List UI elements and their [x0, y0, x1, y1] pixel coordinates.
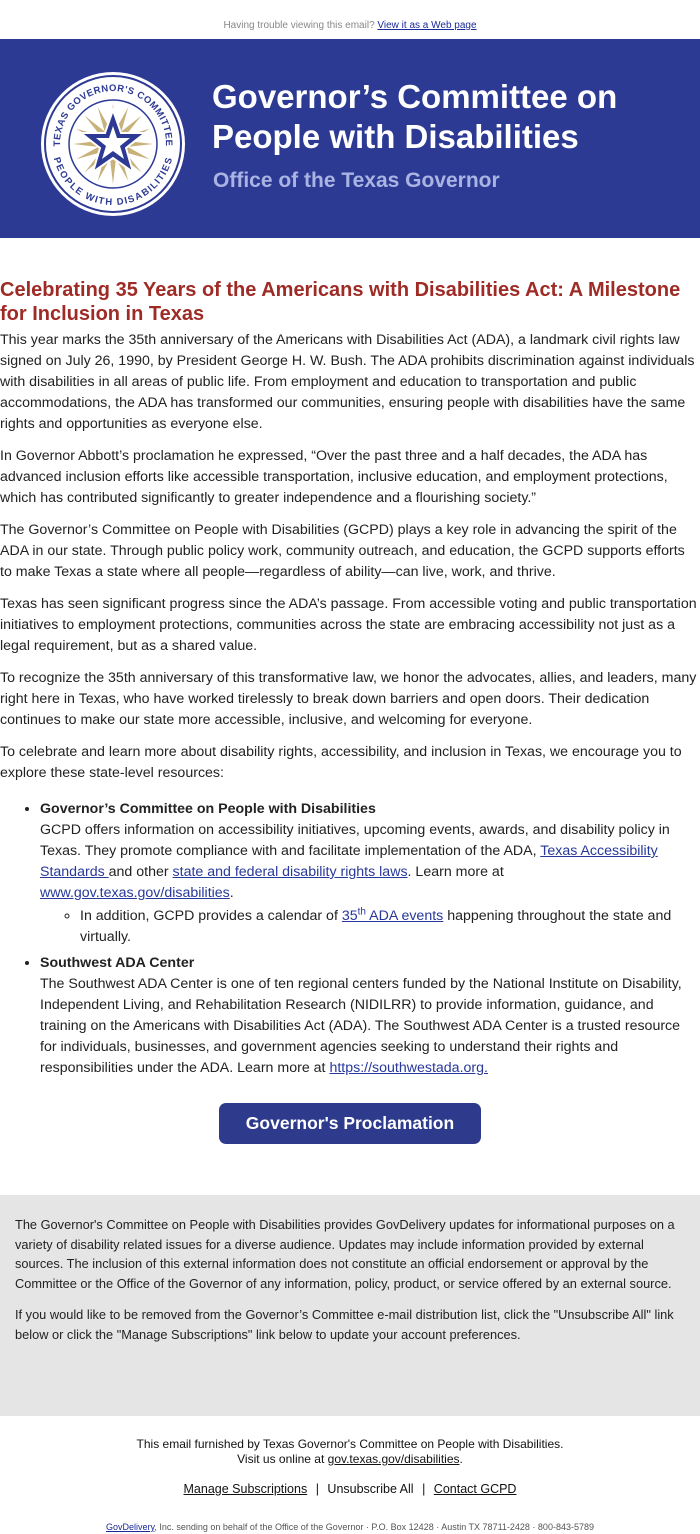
title-line-2: People with Disabilities — [212, 118, 579, 155]
resource-item-gcpd — [40, 799, 700, 948]
preheader — [0, 20, 700, 31]
resource-text: The Southwest ADA Center is one of ten regional centers funded by the National Institute on Disability, Independent Living, and Rehabilitation Research (NIDILRR) to provide information, guidance, and training on the Americans with Disabilities Act (ADA). The Southwest ADA Center is a trusted resource for individuals, businesses, and government agencies seeking to understand their rights and responsibilities under the ADA. Learn more at — [40, 976, 682, 1076]
office-subtitle: Office of the Texas Governor — [213, 169, 500, 192]
govdelivery-line — [0, 1522, 700, 1532]
govdelivery-text: , Inc. sending on behalf of the Office of the Governor · P.O. Box 12428 · Austin TX 78711-2428 · 800-843-5789 — [154, 1522, 594, 1532]
article-headline: Celebrating 35 Years of the Americans with Disabilities Act: A Milestone for Inclusion in Texas — [0, 279, 681, 325]
resource-sublist — [40, 906, 700, 948]
gcpd-seal-logo — [40, 71, 186, 217]
governors-proclamation-button[interactable]: Governor's Proclamation — [219, 1103, 481, 1144]
subscription-links — [0, 1482, 700, 1496]
article-paragraph: In Governor Abbott’s proclamation he expressed, “Over the past three and a half decades, the ADA has advanced inclusion efforts like accessible transportation, inclusive education, and employment protections, which has contributed significantly to greater independence and a flourishing society.” — [0, 448, 668, 506]
footer-info — [0, 1437, 700, 1467]
committee-title — [212, 77, 692, 157]
resource-text: happening throughout the state and virtually. — [80, 908, 672, 945]
disability-rights-laws-link[interactable]: state and federal disability rights laws — [172, 864, 408, 880]
disclaimer-paragraph: The Governor's Committee on People with Disabilities provides GovDelivery updates for informational purposes on a variety of disability related issues for a diverse audience. Updates may include information provided by external sources. The inclusion of this external information does not constitute an official endorsement or approval by the Committee or the Office of the Governor of any information, policy, product, or service offered by an external source. — [15, 1217, 675, 1291]
gcpd-website-link[interactable]: www.gov.texas.gov/disabilities — [40, 885, 230, 901]
ada-events-link-label[interactable]: ADA events — [365, 908, 444, 924]
svg-text:PEOPLE WITH DISABILITIES: PEOPLE WITH DISABILITIES — [50, 156, 176, 209]
resource-subitem — [80, 906, 700, 948]
resource-text: GCPD offers information on accessibility initiatives, upcoming events, awards, and disability policy in Texas. They promote compliance with and facilitate implementation of the ADA, — [40, 822, 670, 859]
separator: | — [315, 1482, 319, 1496]
button-wrapper — [0, 1103, 700, 1144]
article-paragraph: To celebrate and learn more about disability rights, accessibility, and inclusion in Texas, we encourage you to explore these state-level resources: — [0, 744, 682, 781]
footer-text: . — [459, 1452, 463, 1466]
southwest-ada-link[interactable]: https://southwestada.org. — [329, 1060, 488, 1076]
ada-events-link-suffix[interactable]: th — [357, 906, 366, 918]
resource-text: . — [229, 885, 234, 901]
svg-text:TEXAS GOVERNOR'S COMMITTEE: TEXAS GOVERNOR'S COMMITTEE — [51, 82, 175, 147]
manage-subscriptions-link[interactable]: Manage Subscriptions — [183, 1482, 308, 1496]
resource-title: • Governor’s Committee on People with Disabilities — [40, 801, 376, 817]
footer-line-1: This email furnished by Texas Governor's Committee on People with Disabilities. — [136, 1437, 564, 1451]
resource-title: • Southwest ADA Center — [40, 955, 195, 971]
title-line-1: Governor’s Committee on — [212, 78, 618, 115]
ada-events-link[interactable] — [342, 908, 443, 924]
article-paragraph: This year marks the 35th anniversary of the Americans with Disabilities Act (ADA), a landmark civil rights law signed on July 26, 1990, by President George H. W. Bush. The ADA prohibits discrimination against individuals with disabilities in all areas of public life. From employment and education to transportation and public accommodations, the ADA has transformed our communities, ensuring people with disabilities have the same rights and opportunities as everyone else. — [0, 332, 695, 432]
footer-text: Visit us online at — [237, 1452, 328, 1466]
separator: | — [422, 1482, 426, 1496]
ada-events-link-number[interactable]: 35 — [341, 908, 358, 924]
resource-text: . Learn more at — [407, 864, 504, 880]
unsubscribe-all-link[interactable]: Unsubscribe All — [327, 1482, 414, 1496]
resource-text: and other — [108, 864, 173, 880]
article-paragraph: The Governor’s Committee on People with Disabilities (GCPD) plays a key role in advancing the spirit of the ADA in our state. Through public policy work, community outreach, and education, the GCPD supports efforts to make Texas a state where all people—regardless of ability—can live, work, and thrive. — [0, 522, 685, 580]
resource-item-swada — [40, 953, 700, 1079]
resource-list — [0, 799, 700, 1079]
disclaimer-paragraph: If you would like to be removed from the Governor’s Committee e-mail distribution list, click the "Unsubscribe All" link below or click the "Manage Subscriptions" link below to update your account preferences. — [15, 1307, 674, 1342]
article-paragraph: To recognize the 35th anniversary of this transformative law, we honor the advocates, allies, and leaders, many right here in Texas, who have worked tirelessly to break down barriers and open doors. Their dedication continues to make our state more accessible, inclusive, and welcoming for everyone. — [0, 670, 697, 728]
contact-gcpd-link[interactable]: Contact GCPD — [433, 1482, 517, 1496]
disclaimer-box — [0, 1195, 700, 1416]
article-paragraph: Texas has seen significant progress since the ADA’s passage. From accessible voting and public transportation initiatives to employment protections, communities across the state are embracing accessibility not just as a legal requirement, but as a shared value. — [0, 596, 697, 654]
view-as-web-page-link[interactable]: View it as a Web page — [377, 20, 477, 31]
header-banner — [0, 39, 700, 238]
footer-line-2 — [0, 1452, 700, 1467]
resource-text: In addition, GCPD provides a calendar of — [80, 908, 342, 924]
preheader-text: Having trouble viewing this email? — [223, 20, 375, 31]
article — [0, 279, 700, 1084]
texas-accessibility-standards-link[interactable]: Texas Accessibility Standards — [40, 843, 658, 880]
gcpd-footer-link[interactable]: gov.texas.gov/disabilities — [327, 1452, 460, 1466]
govdelivery-link[interactable]: GovDelivery — [106, 1522, 155, 1532]
